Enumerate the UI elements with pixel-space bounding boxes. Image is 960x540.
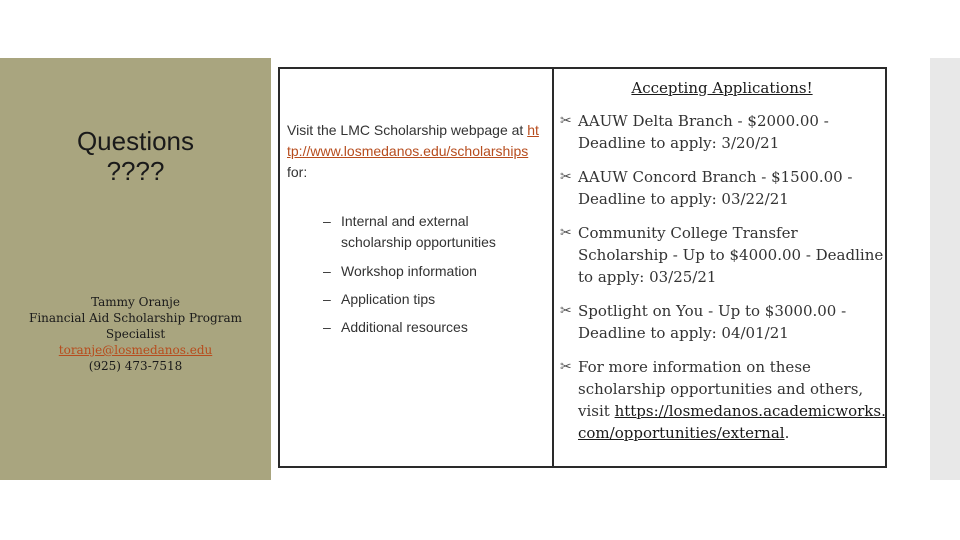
- academicworks-link[interactable]: https://losmedanos.academicworks.com/opportunities/external: [578, 402, 886, 442]
- list-item: [560, 300, 886, 344]
- scholarship-entry: Spotlight on You - Up to $3000.00 - Deadline to apply: 04/01/21: [578, 302, 847, 342]
- bullet-icon: ✂: [560, 303, 572, 319]
- scholarship-webpage-link[interactable]: http://www.losmedanos.edu/scholarships: [287, 122, 539, 159]
- contact-email-link[interactable]: toranje@losmedanos.edu: [58, 343, 213, 357]
- list-item: [560, 166, 886, 210]
- contact-role-1: Financial Aid Scholarship Program: [29, 311, 242, 325]
- bullet-icon: ✂: [560, 169, 572, 185]
- title-line-2: ????: [106, 156, 165, 186]
- bullet-icon: ✂: [560, 113, 572, 129]
- dash-icon: –: [323, 213, 331, 229]
- scholarship-list: [560, 110, 886, 456]
- accepting-applications-heading: Accepting Applications!: [631, 79, 813, 97]
- list-item-label: Workshop information: [341, 263, 477, 279]
- intro-text: Visit the LMC Scholarship webpage at: [287, 122, 528, 138]
- scholarship-entry: AAUW Concord Branch - $1500.00 - Deadline to apply: 03/22/21: [578, 168, 853, 208]
- questions-title: [0, 126, 271, 186]
- list-item-internal-external: [323, 211, 543, 253]
- dash-icon: –: [323, 263, 331, 279]
- list-item: [560, 356, 886, 444]
- list-item-workshop: [323, 261, 543, 282]
- more-info-end: .: [784, 424, 790, 442]
- scholarship-intro: [287, 120, 542, 183]
- list-item-label: Internal and external scholarship opportunities: [341, 213, 496, 250]
- list-item-label: Application tips: [341, 291, 436, 307]
- bullet-icon: ✂: [560, 225, 572, 241]
- list-item: [560, 110, 886, 154]
- bullet-icon: ✂: [560, 359, 572, 375]
- list-item-additional-resources: [323, 317, 543, 338]
- intro-suffix: for:: [287, 164, 308, 180]
- scholarship-entry: AAUW Delta Branch - $2000.00 - Deadline to apply: 3/20/21: [578, 112, 829, 152]
- dash-icon: –: [323, 319, 331, 335]
- contact-role-2: Specialist: [105, 327, 166, 341]
- title-line-1: Questions: [76, 126, 195, 156]
- right-edge-strip: [930, 58, 960, 480]
- contact-name: Tammy Oranje: [91, 295, 180, 309]
- list-item: [560, 222, 886, 288]
- list-item-application-tips: [323, 289, 543, 310]
- dash-icon: –: [323, 291, 331, 307]
- list-item-label: Additional resources: [341, 319, 468, 335]
- scholarship-entry: Community College Transfer Scholarship - Up to $4000.00 - Deadline to apply: 03/25/21: [578, 224, 884, 286]
- column-divider: [552, 67, 554, 468]
- contact-block: [0, 294, 271, 374]
- left-panel: [0, 58, 271, 480]
- more-info-text: For more information on these scholarship opportunities and others, visit: [578, 358, 864, 420]
- contact-phone: (925) 473-7518: [88, 359, 183, 373]
